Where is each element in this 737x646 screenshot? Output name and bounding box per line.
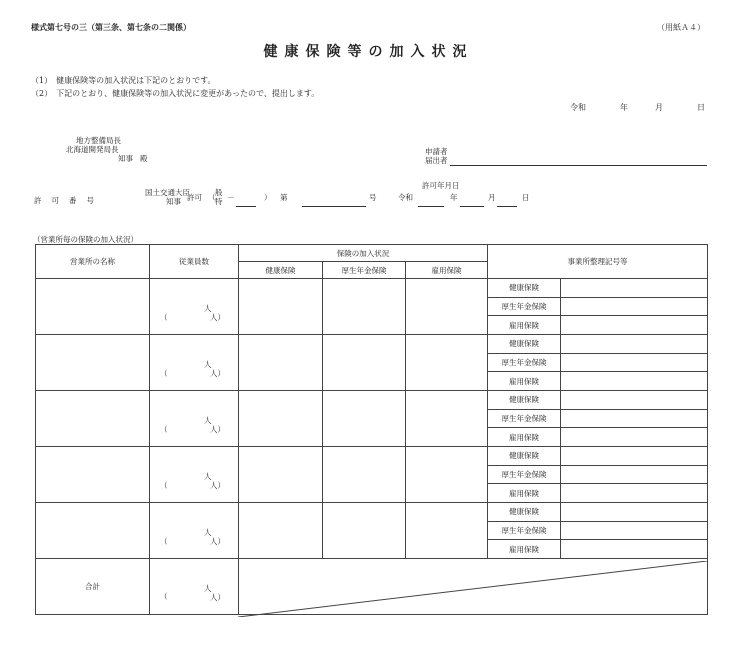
header-pension: 厚生年金保険 <box>323 262 406 279</box>
registry-label: 雇用保険 <box>488 316 561 335</box>
permit-day-line[interactable] <box>497 206 517 207</box>
registry-value-cell[interactable] <box>561 503 708 522</box>
office-name-cell[interactable] <box>36 391 150 447</box>
permit-authority-code-line[interactable] <box>236 206 256 207</box>
permit-dai: 第 <box>280 193 288 202</box>
date-year: 年 <box>620 103 628 112</box>
office-name-cell[interactable] <box>36 279 150 335</box>
table-row <box>36 279 708 298</box>
applicant-name-line[interactable] <box>450 165 707 166</box>
registry-value-cell[interactable] <box>561 484 708 503</box>
insurance-table <box>35 244 708 615</box>
registry-label: 厚生年金保険 <box>488 465 561 484</box>
permit-number-line[interactable] <box>302 206 366 207</box>
office-name-cell[interactable] <box>36 447 150 503</box>
employee-count-cell[interactable]: （ 人 人） <box>150 391 239 447</box>
section-label: （営業所毎の保険の加入状況） <box>33 235 138 244</box>
header-health: 健康保険 <box>239 262 323 279</box>
total-employees[interactable]: （ 人 人） <box>150 559 239 615</box>
permit-year: 年 <box>450 193 458 202</box>
header-office-name: 営業所の名称 <box>36 245 150 279</box>
registry-label: 健康保険 <box>488 503 561 522</box>
header-insurance-status: 保険の加入状況 <box>239 245 488 262</box>
registry-value-cell[interactable] <box>561 428 708 447</box>
registry-label: 厚生年金保険 <box>488 353 561 372</box>
permit-gou: 号 <box>369 193 377 202</box>
office-name-cell[interactable] <box>36 503 150 559</box>
office-name-cell[interactable] <box>36 335 150 391</box>
registry-label: 厚生年金保険 <box>488 297 561 316</box>
employee-count-cell[interactable]: （ 人 人） <box>150 335 239 391</box>
addressee-line2: 北海道開発局長 <box>66 145 119 154</box>
permit-authority-2: 知事 <box>166 197 181 206</box>
status-pension-cell[interactable] <box>323 391 406 447</box>
status-employment-cell[interactable] <box>406 503 488 559</box>
permit-kyoka: 許可 <box>187 193 202 202</box>
table-row <box>36 503 708 522</box>
registry-label: 雇用保険 <box>488 484 561 503</box>
registry-value-cell[interactable] <box>561 335 708 354</box>
registry-value-cell[interactable] <box>561 540 708 559</box>
table-row <box>36 391 708 410</box>
paper-size: （用紙Ａ４） <box>657 23 705 32</box>
registry-label: 雇用保険 <box>488 428 561 447</box>
permit-year-line[interactable] <box>418 206 444 207</box>
registry-value-cell[interactable] <box>561 447 708 466</box>
employee-count-cell[interactable]: （ 人 人） <box>150 279 239 335</box>
submitter-label: 届出者 <box>425 156 448 165</box>
registry-label: 厚生年金保険 <box>488 521 561 540</box>
status-health-cell[interactable] <box>239 335 323 391</box>
employee-count-cell[interactable]: （ 人 人） <box>150 503 239 559</box>
status-health-cell[interactable] <box>239 279 323 335</box>
date-month: 月 <box>655 103 663 112</box>
registry-label: 健康保険 <box>488 391 561 410</box>
registry-label: 健康保険 <box>488 447 561 466</box>
header-registry: 事業所整理記号等 <box>488 245 708 279</box>
header-employees: 従業員数 <box>150 245 239 279</box>
status-employment-cell[interactable] <box>406 335 488 391</box>
permit-day: 日 <box>522 193 530 202</box>
registry-value-cell[interactable] <box>561 279 708 298</box>
registry-label: 健康保険 <box>488 279 561 298</box>
status-health-cell[interactable] <box>239 391 323 447</box>
registry-value-cell[interactable] <box>561 297 708 316</box>
permit-era: 令和 <box>398 193 413 202</box>
registry-label: 厚生年金保険 <box>488 409 561 428</box>
status-pension-cell[interactable] <box>323 335 406 391</box>
employee-count-cell[interactable]: （ 人 人） <box>150 447 239 503</box>
status-pension-cell[interactable] <box>323 279 406 335</box>
permit-type-ippan: 般 <box>215 188 223 197</box>
date-era: 令和 <box>570 103 586 112</box>
permit-month: 月 <box>488 193 496 202</box>
status-health-cell[interactable] <box>239 503 323 559</box>
permit-paren-open: （ <box>208 193 216 202</box>
addressee-honorific: 殿 <box>140 154 148 163</box>
status-employment-cell[interactable] <box>406 391 488 447</box>
addressee-line3: 知事 <box>118 154 133 163</box>
table-row <box>36 447 708 466</box>
registry-value-cell[interactable] <box>561 353 708 372</box>
status-pension-cell[interactable] <box>323 447 406 503</box>
status-pension-cell[interactable] <box>323 503 406 559</box>
permit-paren-close: ） <box>264 193 272 202</box>
note-1: （1） 健康保険等の加入状況は下記のとおりです。 <box>31 76 216 85</box>
registry-value-cell[interactable] <box>561 465 708 484</box>
registry-label: 健康保険 <box>488 335 561 354</box>
registry-value-cell[interactable] <box>561 372 708 391</box>
header-employment: 雇用保険 <box>406 262 488 279</box>
registry-label: 雇用保険 <box>488 372 561 391</box>
applicant-label: 申請者 <box>425 147 448 156</box>
total-diagonal-line <box>238 561 707 617</box>
note-2: （2） 下記のとおり、健康保険等の加入状況に変更があったので、提出します。 <box>31 89 320 98</box>
status-employment-cell[interactable] <box>406 279 488 335</box>
permit-number-label: 許可番号 <box>34 196 104 205</box>
permit-authority-1: 国土交通大臣 <box>145 188 190 197</box>
permit-dash: － <box>227 193 235 202</box>
form-id: 様式第七号の三（第三条、第七条の二関係） <box>31 23 191 32</box>
permit-type-tokutei: 特 <box>215 197 223 206</box>
total-label: 合計 <box>36 559 150 615</box>
registry-value-cell[interactable] <box>561 316 708 335</box>
registry-value-cell[interactable] <box>561 409 708 428</box>
registry-value-cell[interactable] <box>561 391 708 410</box>
permit-date-label: 許可年月日 <box>422 181 460 190</box>
page-title: 健康保険等の加入状況 <box>263 44 474 60</box>
addressee-line1: 地方整備局長 <box>76 136 121 145</box>
table-row <box>36 335 708 354</box>
date-day: 日 <box>697 103 705 112</box>
status-health-cell[interactable] <box>239 447 323 503</box>
status-employment-cell[interactable] <box>406 447 488 503</box>
registry-label: 雇用保険 <box>488 540 561 559</box>
permit-month-line[interactable] <box>460 206 484 207</box>
registry-value-cell[interactable] <box>561 521 708 540</box>
